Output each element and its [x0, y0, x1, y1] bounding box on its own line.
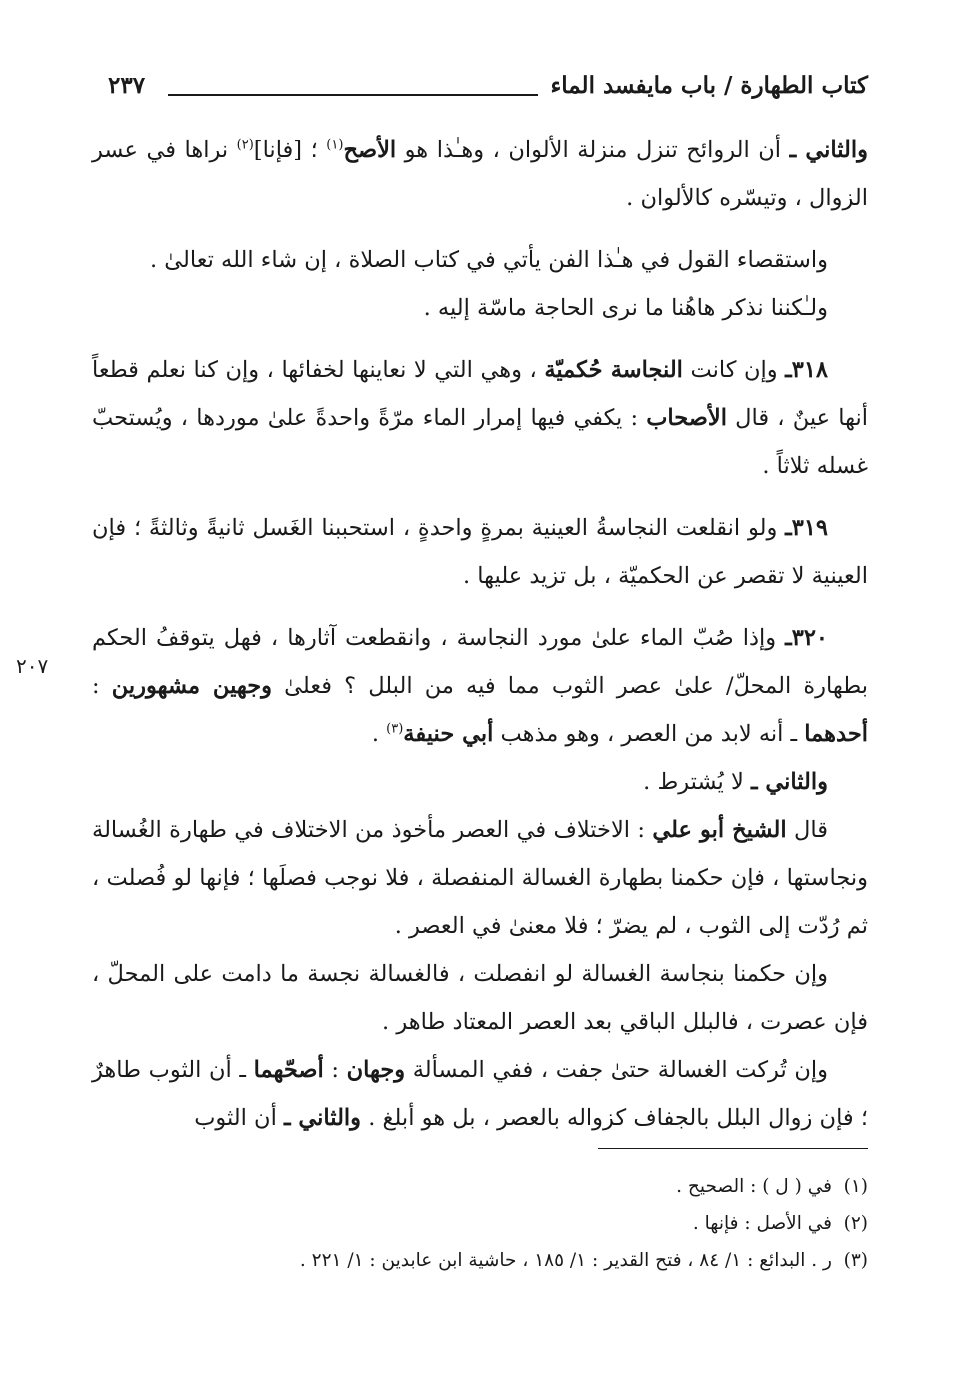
text-run: أن الثوب: [194, 1105, 284, 1131]
manuscript-folio-note: ٢٠٧: [16, 654, 49, 678]
text-run: ولـٰكننا نذكر هاهُنا ما نرى الحاجة ماسّة إليه .: [423, 295, 828, 321]
text-run: لا يُشترط .: [643, 769, 751, 795]
bold-term: أصحّهما: [253, 1057, 324, 1083]
text-run: ، وهي التي لا نعاينها لخفائها ، وإن كنا نعلم قطعاً أنها عينٌ ، قال: [92, 357, 868, 431]
paragraph-abu-ali: [92, 806, 868, 950]
text-run: ولو انقلعت النجاسةُ العينية بمرةٍ واحدةٍ ، استحببنا الغَسل ثانيةً وثالثةً ؛ فإن العينية لا تقصر عن الحكميّة ، بل تزيد عليها .: [92, 515, 868, 589]
paragraph-second-view: [92, 758, 868, 806]
section-number: ٣١٨ـ: [785, 357, 828, 383]
footnote-number: (٢): [843, 1213, 868, 1234]
bold-term: أحدهما: [804, 721, 868, 747]
footnote-text: في الأصل : فإنها .: [692, 1213, 832, 1234]
text-run: نراها في عسر الزوال ، وتيسّره كالألوان .: [92, 137, 868, 211]
paragraph-1: [92, 126, 868, 222]
text-run: : يكفي فيها إمرار الماء مرّةً واحدةً علىٰ موردها ، ويُستحبّ غسله ثلاثاً .: [92, 405, 868, 479]
text-run: وإن حكمنا بنجاسة الغسالة لو انفصلت ، فالغسالة نجسة ما دامت على المحلّ ، فإن عصرت ، فالبلل الباقي بعد العصر المعتاد طاهر .: [92, 961, 868, 1035]
text-run: ؛ [فإنا]: [253, 137, 327, 163]
text-run: :: [323, 1057, 347, 1083]
text-run: وإن كانت: [682, 357, 786, 383]
footnote: [180, 1242, 868, 1279]
footnote-number: (٣): [843, 1250, 868, 1271]
footnotes: [180, 1168, 868, 1279]
paragraph-318: [92, 346, 868, 490]
header-title: كتاب الطهارة / باب مايفسد الماء: [550, 72, 868, 99]
header-rule: [168, 94, 538, 96]
text-run: أن الروائح تنزل منزلة الألوان ، وهـٰذا هو: [396, 137, 790, 163]
page-number: ٢٣٧: [108, 72, 146, 99]
footnote: [180, 1205, 868, 1242]
bold-term: الأصح: [343, 137, 397, 163]
bold-term: الشيخ أبو علي: [652, 817, 787, 843]
main-text: [92, 126, 868, 1142]
footnote-number: (١): [843, 1176, 868, 1197]
bold-term: النجاسة حُكميّة: [544, 357, 683, 383]
text-run: وإن تُركت الغسالة حتىٰ جفت ، ففي المسألة: [405, 1057, 828, 1083]
paragraph-3: [92, 284, 868, 332]
text-run: وإذا صُبّ الماء علىٰ مورد النجاسة ، وانقطعت آثارها ، فهل يتوقفُ الحكم بطهارة المحلّ/ علىٰ عصر الثوب مما فيه من البلل ؟ فعلىٰ: [92, 625, 868, 699]
paragraph-najasa: [92, 950, 868, 1046]
text-run: قال: [786, 817, 828, 843]
bold-term: أبي حنيفة: [403, 721, 494, 747]
bold-term: والثاني ـ: [750, 769, 828, 795]
paragraph-2: [92, 236, 868, 284]
text-run: :: [92, 673, 112, 699]
running-header: [108, 72, 868, 112]
text-run: : الاختلاف في العصر مأخوذ من الاختلاف في طهارة الغُسالة ونجاستها ، فإن حكمنا بطهارة الغسالة المنفصلة ، فلا نوجب فصلَها ؛ فإنها لو فُصلت ، ثم رُدّت إلى الثوب ، لم يضرّ ؛ فلا معنىٰ في العصر .: [92, 817, 868, 939]
footnote-ref: (١): [326, 137, 344, 153]
footnote: [180, 1168, 868, 1205]
bold-term: وجهين مشهورين: [111, 673, 272, 699]
footnote-rule: [598, 1148, 868, 1149]
footnote-ref: (٢): [236, 137, 254, 153]
text-run: واستقصاء القول في هـٰذا الفن يأتي في كتاب الصلاة ، إن شاء الله تعالىٰ .: [149, 247, 828, 273]
footnote-text: ر . البدائع : ١/ ٨٤ ، فتح القدير : ١/ ١٨٥ ، حاشية ابن عابدين : ١/ ٢٢١ .: [299, 1250, 832, 1271]
bold-term: الأصحاب: [646, 405, 727, 431]
section-number: ٣١٩ـ: [785, 515, 828, 541]
paragraph-319: [92, 504, 868, 600]
bold-term: والثاني ـ: [283, 1105, 362, 1131]
bold-term: وجهان: [346, 1057, 406, 1083]
paragraph-jaffat: [92, 1046, 868, 1142]
section-number: ٣٢٠ـ: [785, 625, 828, 651]
footnote-ref: (٣): [386, 721, 404, 737]
footnote-text: في ( ل ) : الصحيح .: [676, 1176, 832, 1197]
text-run: ـ أن الثوب طاهرٌ ؛ فإن زوال البلل بالجفاف كزواله بالعصر ، بل هو أبلغ .: [92, 1057, 868, 1131]
paragraph-320: [92, 614, 868, 758]
bold-term: والثاني ـ: [789, 137, 868, 163]
text-run: .: [371, 721, 387, 747]
text-run: ـ أنه لابد من العصر ، وهو مذهب: [493, 721, 805, 747]
